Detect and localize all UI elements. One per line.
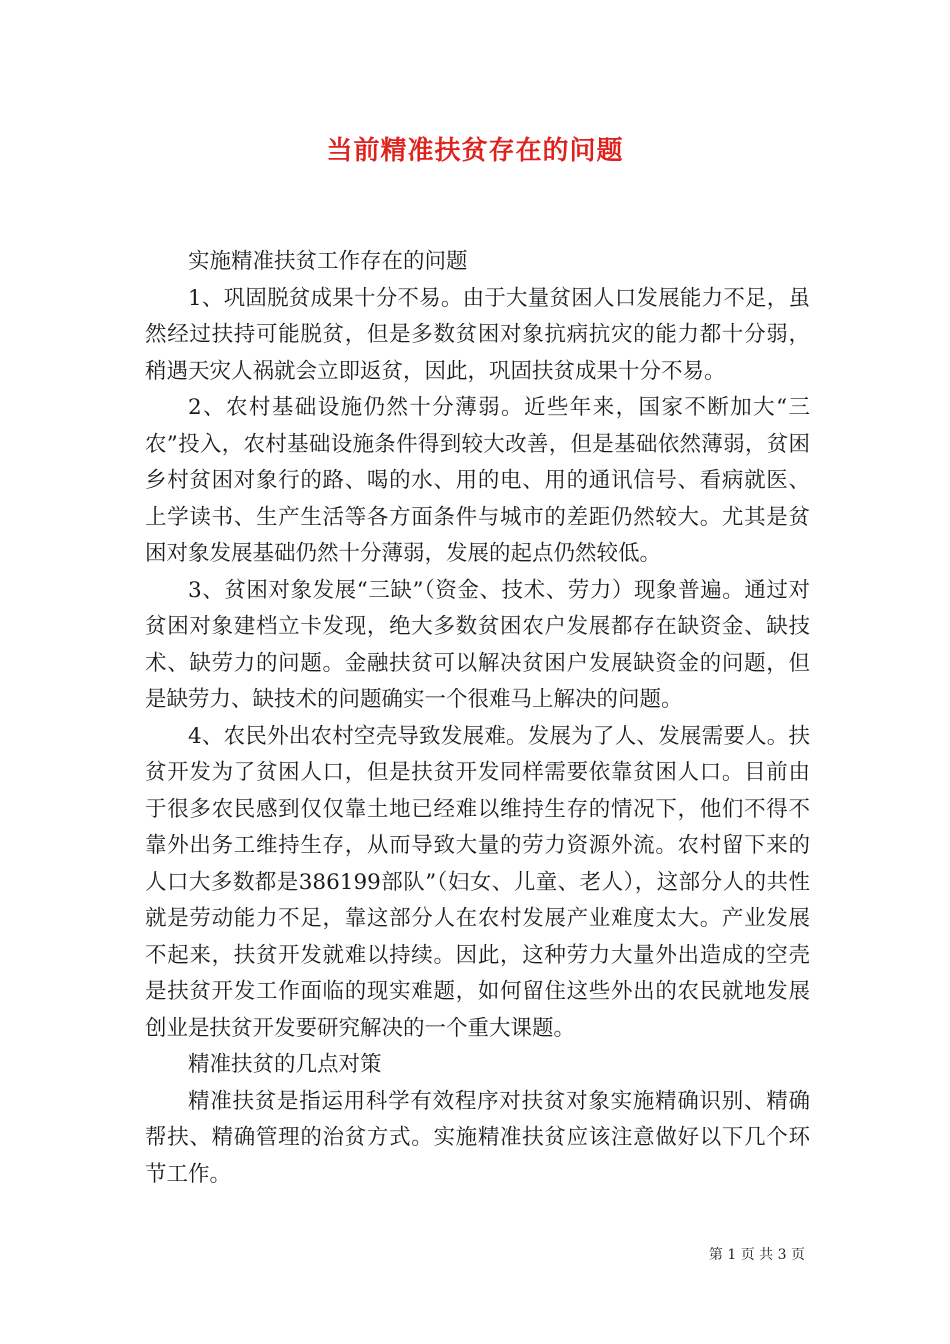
section-heading-problems: 实施精准扶贫工作存在的问题 — [188, 249, 468, 274]
paragraph-countermeasures-intro: 精准扶贫是指运用科学有效程序对扶贫对象实施精确识别、精确帮扶、精确管理的治贫方式。实施精准扶贫应该注意做好以下几个环节工作。 — [145, 1088, 810, 1187]
page-number-footer: 第 1 页 共 3 页 — [708, 1247, 805, 1263]
paragraph-problem-1: 1、巩固脱贫成果十分不易。由于大量贫困人口发展能力不足，虽然经过扶持可能脱贫，但是多数贫困对象抗病抗灾的能力都十分弱，稍遇天灾人祸就会立即返贫，因此，巩固扶贫成果十分不易。 — [145, 285, 810, 384]
paragraph-problem-2: 2、农村基础设施仍然十分薄弱。近些年来，国家不断加大“三农”投入，农村基础设施条件得到较大改善，但是基础依然薄弱，贫困乡村贫困对象行的路、喝的水、用的电、用的通讯信号、看病就医、上学读书、生产生活等各方面条件与城市的差距仍然较大。尤其是贫困对象发展基础仍然十分薄弱，发展的起点仍然较低。 — [145, 395, 810, 566]
document-title: 当前精准扶贫存在的问题 — [326, 136, 624, 166]
section-heading-countermeasures: 精准扶贫的几点对策 — [188, 1052, 382, 1077]
paragraph-problem-3: 3、贫困对象发展“三缺”（资金、技术、劳力）现象普遍。通过对贫困对象建档立卡发现，绝大多数贫困农户发展都存在缺资金、缺技术、缺劳力的问题。金融扶贫可以解决贫困户发展缺资金的问题，但是缺劳力、缺技术的问题确实一个很难马上解决的问题。 — [145, 577, 810, 712]
document-body — [145, 244, 810, 1193]
paragraph-problem-4: 4、农民外出农村空壳导致发展难。发展为了人、发展需要人。扶贫开发为了贫困人口，但是扶贫开发同样需要依靠贫困人口。目前由于很多农民感到仅仅靠土地已经难以维持生存的情况下，他们不得不靠外出务工维持生存，从而导致大量的劳力资源外流。农村留下来的人口大多数都是386199部队”（妇女、儿童、老人），这部分人的共性就是劳动能力不足，靠这部分人在农村发展产业难度太大。产业发展不起来，扶贫开发就难以持续。因此，这种劳力大量外出造成的空壳是扶贫开发工作面临的现实难题，如何留住这些外出的农民就地发展创业是扶贫开发要研究解决的一个重大课题。 — [145, 723, 810, 1041]
